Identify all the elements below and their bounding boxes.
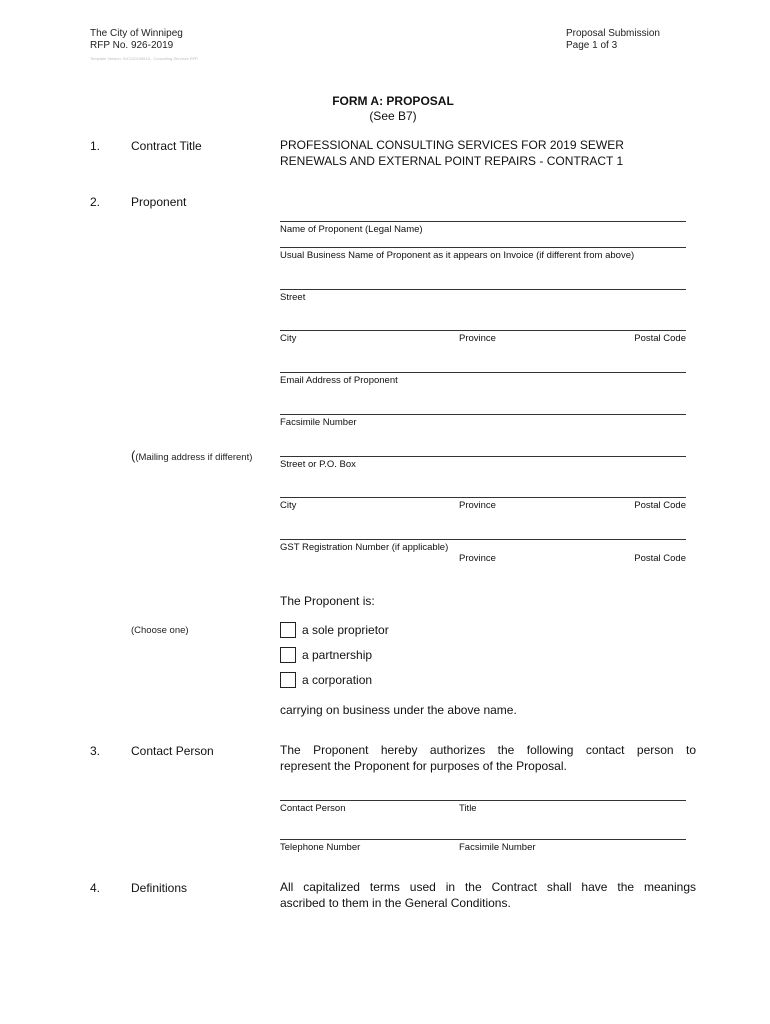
mailing-address-note: ((Mailing address if different) — [131, 448, 253, 463]
province-label: Province — [459, 333, 496, 344]
street-line[interactable] — [280, 289, 686, 290]
section-3-label: Contact Person — [131, 744, 214, 758]
business-name-label: Usual Business Name of Proponent as it appears on Invoice (if different from above) — [280, 250, 635, 261]
corporation-checkbox[interactable] — [280, 672, 296, 688]
city2-caption-row — [280, 500, 686, 512]
fax-caption — [280, 417, 686, 429]
province3-label: Province — [459, 553, 496, 564]
header-submission: Proposal Submission — [566, 28, 660, 39]
definitions-line2: ascribed to them in the General Conditions. — [280, 896, 511, 910]
header-org: The City of Winnipeg — [90, 28, 183, 39]
contact-title-label: Title — [459, 803, 477, 814]
section-1-label: Contract Title — [131, 139, 202, 153]
city-caption-row — [280, 333, 686, 345]
gst-province-row — [280, 553, 686, 565]
email-label: Email Address of Proponent — [280, 375, 398, 386]
sole-proprietor-label: a sole proprietor — [302, 623, 389, 637]
section-3-number: 3. — [90, 744, 101, 758]
sole-proprietor-checkbox[interactable] — [280, 622, 296, 638]
province2-label: Province — [459, 500, 496, 511]
email-line[interactable] — [280, 372, 686, 373]
legal-name-line[interactable] — [280, 221, 686, 222]
contract-title-line1: PROFESSIONAL CONSULTING SERVICES FOR 2019 SEWER — [280, 138, 624, 152]
city-line[interactable] — [280, 330, 686, 331]
contact-person-label: Contact Person — [280, 803, 346, 814]
city2-label: City — [280, 500, 297, 511]
form-title: FORM A: PROPOSAL — [332, 94, 454, 108]
city2-line[interactable] — [280, 497, 686, 498]
legal-name-caption — [280, 224, 686, 236]
street-po-label: Street or P.O. Box — [280, 459, 356, 470]
contact-authorization-line2: represent the Proponent for purposes of the Proposal. — [280, 759, 567, 773]
section-2-number: 2. — [90, 195, 101, 209]
city-label: City — [280, 333, 297, 344]
contact-caption-row — [280, 803, 686, 815]
definitions-line1: All capitalized terms used in the Contract shall have the meanings — [280, 880, 696, 894]
street-caption — [280, 292, 686, 304]
street-po-caption — [280, 459, 686, 471]
legal-name-label: Name of Proponent (Legal Name) — [280, 224, 423, 235]
business-name-caption — [280, 250, 686, 262]
section-2-label: Proponent — [131, 195, 187, 209]
telephone-caption-row — [280, 842, 686, 854]
contact-fax-label: Facsimile Number — [459, 842, 536, 853]
corporation-label: a corporation — [302, 673, 373, 687]
contact-authorization-line1: The Proponent hereby authorizes the following contact person to — [280, 743, 696, 757]
section-4-number: 4. — [90, 881, 101, 895]
postal3-label: Postal Code — [634, 553, 686, 564]
partnership-label: a partnership — [302, 648, 373, 662]
business-name-line[interactable] — [280, 247, 686, 248]
contract-title-line2: RENEWALS AND EXTERNAL POINT REPAIRS - CONTRACT 1 — [280, 154, 624, 168]
choose-one-note: (Choose one) — [131, 625, 189, 636]
header-template-version: Template Version: SrC120190515 - Consulting Services RFP — [90, 56, 198, 61]
email-caption — [280, 375, 686, 387]
fax-line[interactable] — [280, 414, 686, 415]
header-rfp-number: RFP No. 926-2019 — [90, 40, 174, 51]
form-subtitle: (See B7) — [369, 109, 417, 123]
section-1-number: 1. — [90, 139, 101, 153]
proponent-is-heading: The Proponent is: — [280, 594, 375, 608]
carrying-on-text: carrying on business under the above name. — [280, 703, 517, 717]
mailing-address-note-text: (Mailing address if different) — [135, 452, 253, 463]
telephone-line[interactable] — [280, 839, 686, 840]
fax-label: Facsimile Number — [280, 417, 357, 428]
postal-code-label: Postal Code — [634, 333, 686, 344]
partnership-checkbox[interactable] — [280, 647, 296, 663]
street-po-line[interactable] — [280, 456, 686, 457]
header-page-number: Page 1 of 3 — [566, 40, 618, 51]
postal2-label: Postal Code — [634, 500, 686, 511]
gst-label: GST Registration Number (if applicable) — [280, 542, 449, 553]
street-label: Street — [280, 292, 306, 303]
section-4-label: Definitions — [131, 881, 188, 895]
telephone-label: Telephone Number — [280, 842, 361, 853]
contact-person-line[interactable] — [280, 800, 686, 801]
gst-line[interactable] — [280, 539, 686, 540]
